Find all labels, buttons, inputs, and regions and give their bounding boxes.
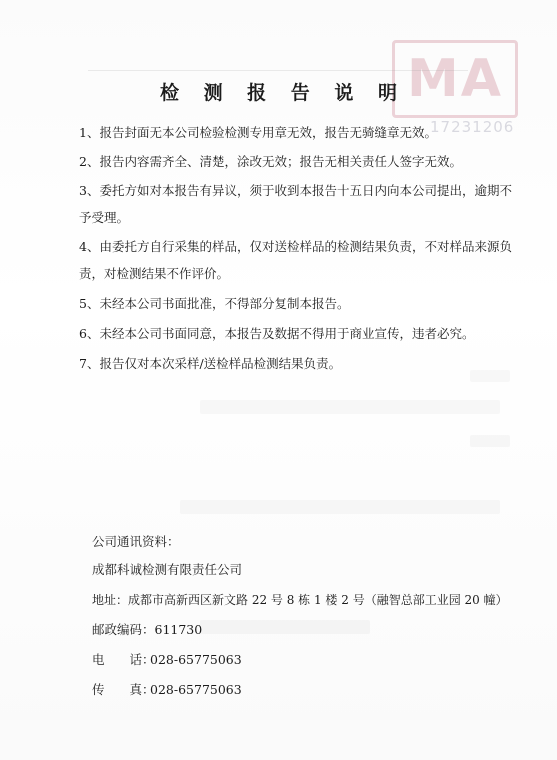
phone-number: 028-65775063 [150,652,242,667]
note-item-7: 7、报告仅对本次采样/送检样品检测结果负责。 [79,356,342,371]
company-name: 成都科诚检测有限责任公司 [92,562,243,577]
bleedthrough-block [180,500,500,514]
note-item-2: 2、报告内容需齐全、清楚，涂改无效；报告无相关责任人签字无效。 [79,154,462,169]
fax-label: 传 真： [92,682,155,697]
fax-number: 028-65775063 [150,682,242,697]
contact-heading: 公司通讯资料： [92,534,180,549]
note-item-3: 3、委托方如对本报告有异议，须于收到本报告十五日内向本公司提出，逾期不予受理。 [79,183,512,225]
note-item-4: 4、由委托方自行采集的样品，仅对送检样品的检测结果负责，不对样品来源负责，对检测结果不作评价。 [79,239,512,281]
company-address: 地址：成都市高新西区新文路 22 号 8 栋 1 楼 2 号（融智总部工业园 20 幢） [92,593,508,607]
bleedthrough-block [200,620,370,634]
cma-logo-bleedthrough: MA [392,40,518,118]
phone-line [92,651,242,669]
bleedthrough-line [88,70,468,71]
note-item-5: 5、未经本公司书面批准，不得部分复制本报告。 [79,296,350,311]
bleedthrough-block [470,435,510,447]
note-item-1: 1、报告封面无本公司检验检测专用章无效，报告无骑缝章无效。 [79,125,437,140]
note-item-6: 6、未经本公司书面同意，本报告及数据不得用于商业宣传，违者必究。 [79,326,475,341]
phone-label: 电 话： [92,652,155,667]
page-title: 检 测 报 告 说 明 [159,82,407,104]
postcode: 邮政编码：611730 [92,622,203,637]
fax-line [92,681,242,699]
certificate-number-bleedthrough: 17231206 [430,118,515,136]
bleedthrough-block [200,400,500,414]
